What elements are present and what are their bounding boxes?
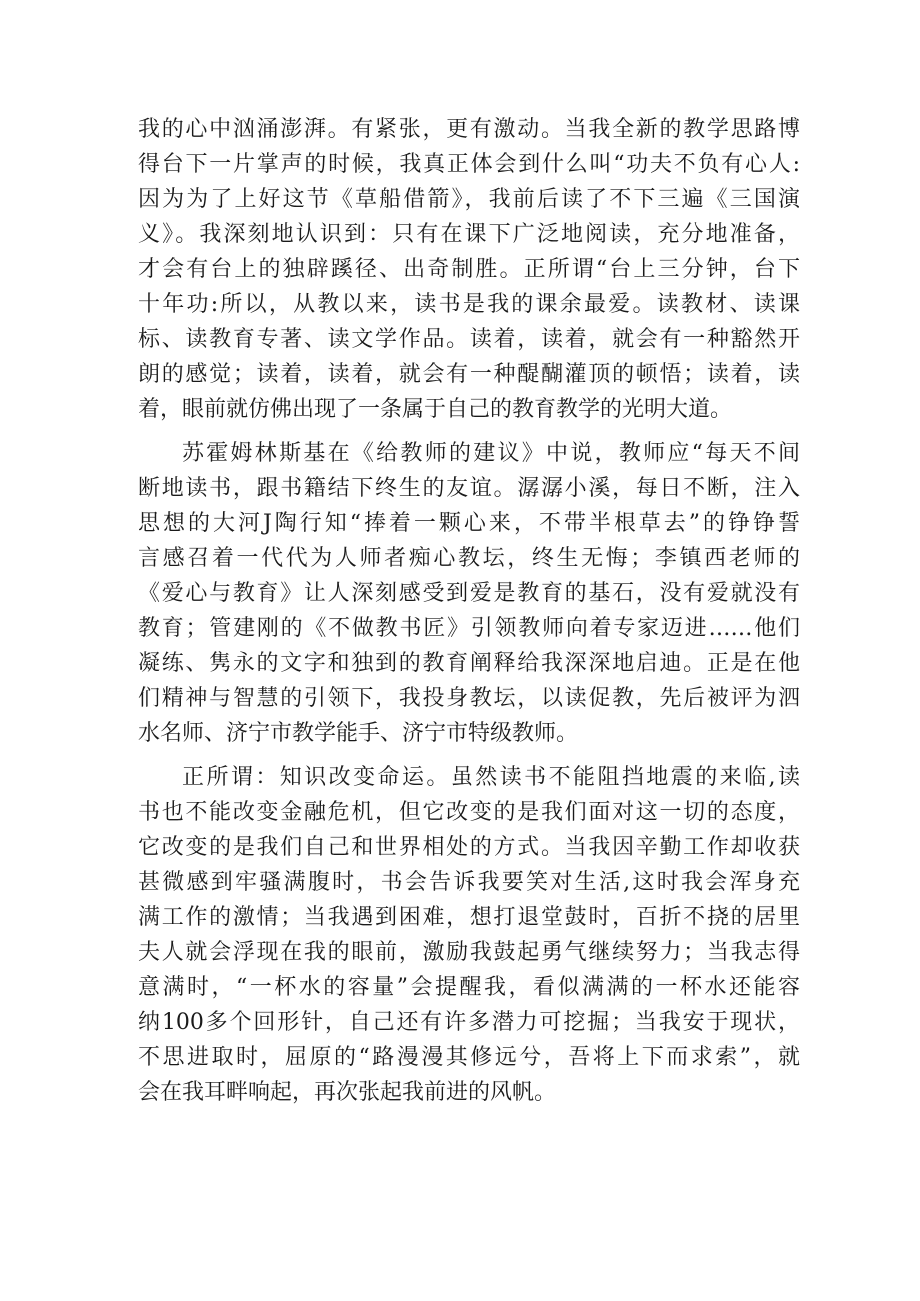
text-line: 书也不能改变金融危机，但它改变的是我们面对这一切的态度， [138, 800, 800, 825]
text-line: 断地读书，跟书籍结下终生的友谊。潺潺小溪，每日不断，注入 [138, 476, 800, 501]
text-line: 得台下一片掌声的时候，我真正体会到什么叫“功夫不负有心人: [138, 152, 800, 177]
text-line: 会在我耳畔响起，再次张起我前进的风帆。 [138, 1080, 557, 1105]
text-line: 纳100多个回形针，自己还有许多潜力可挖掘；当我安于现状， [138, 1010, 800, 1035]
text-line: 水名师、济宁市教学能手、济宁市特级教师。 [138, 721, 579, 746]
text-line: 《爱心与教育》让人深刻感受到爱是教育的基石，没有爱就没有 [138, 581, 800, 606]
text-line: 十年功:所以，从教以来，读书是我的课余最爱。读教材、读课 [138, 292, 800, 317]
paragraph-2 [138, 436, 800, 751]
paragraph-1 [138, 112, 800, 427]
document-body [138, 112, 800, 1119]
text-line: 不思进取时，屈原的“路漫漫其修远兮，吾将上下而求索”，就 [138, 1045, 800, 1070]
text-line: 甚微感到牢骚满腹时，书会告诉我要笑对生活,这时我会浑身充 [138, 870, 800, 895]
text-line: 凝练、隽永的文字和独到的教育阐释给我深深地启迪。正是在他 [138, 651, 800, 676]
text-line: 标、读教育专著、读文学作品。读着，读着，就会有一种豁然开 [138, 327, 800, 352]
text-line: 它改变的是我们自己和世界相处的方式。当我因辛勤工作却收获 [138, 835, 800, 860]
text-line: 们精神与智慧的引领下，我投身教坛，以读促教，先后被评为泗 [138, 686, 800, 711]
paragraph-3 [138, 760, 800, 1110]
text-line: 满工作的激情；当我遇到困难，想打退堂鼓时，百折不挠的居里 [138, 905, 800, 930]
text-line: 思想的大河J陶行知“捧着一颗心来，不带半根草去”的铮铮誓 [138, 511, 800, 536]
text-line: 教育；管建刚的《不做教书匠》引领教师向着专家迈进……他们 [138, 616, 800, 641]
text-line: 因为为了上好这节《草船借箭》，我前后读了不下三遍《三国演 [138, 187, 800, 212]
text-line: 朗的感觉；读着，读着，就会有一种醍醐灌顶的顿悟；读着，读 [138, 362, 800, 387]
text-line: 言感召着一代代为人师者痴心教坛，终生无悔；李镇西老师的 [138, 546, 800, 571]
text-line: 正所谓：知识改变命运。虽然读书不能阻挡地震的来临,读 [182, 765, 800, 790]
text-line: 苏霍姆林斯基在《给教师的建议》中说，教师应“每天不间 [182, 441, 800, 466]
text-line: 才会有台上的独辟蹊径、出奇制胜。正所谓“台上三分钟，台下 [138, 257, 800, 282]
text-line: 意满时，“一杯水的容量”会提醒我，看似满满的一杯水还能容 [138, 975, 800, 1000]
text-line: 着，眼前就仿佛出现了一条属于自己的教育教学的光明大道。 [138, 397, 733, 422]
text-line: 义》。我深刻地认识到：只有在课下广泛地阅读，充分地准备， [138, 222, 800, 247]
text-line: 我的心中汹涌澎湃。有紧张，更有激动。当我全新的教学思路博 [138, 117, 800, 142]
text-line: 夫人就会浮现在我的眼前，激励我鼓起勇气继续努力；当我志得 [138, 940, 800, 965]
